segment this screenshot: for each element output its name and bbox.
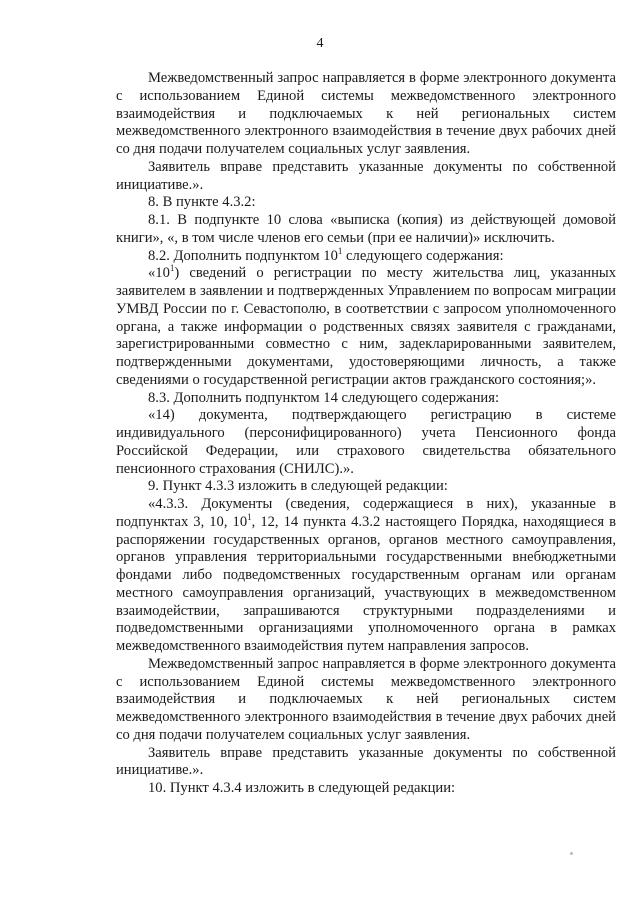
page-number: 4 bbox=[316, 36, 324, 51]
paragraph-clause-4-3-3: «4.3.3. Документы (сведения, содержащиеся в них), указанные в подпунктах 3, 10, $10^1$, 12, 14 пункта 4.3.2 настоящего Порядка, находящиеся в распоряжении государственных органов, органов местного самоуправления, органов управления территориальными государственными внебюджетными фондами либо подведомственных государственным органам или органам местного самоуправления организаций, участвующих в межведомственном взаимодействии, запрашиваются структурными подразделениями и подведомственными организациями уполномоченного органа в рамках межведомственного взаимодействия путем направления запросов. bbox=[116, 496, 616, 654]
paragraph-item-8-1: 8.1. В подпункте 10 слова «выписка (копия) из действующей домовой книги», «, в том числе членов его семьи (при ее наличии)» исключить. bbox=[116, 212, 616, 246]
paragraph-applicant-initiative-2: Заявитель вправе представить указанные документы по собственной инициативе.». bbox=[116, 744, 616, 779]
paragraph-item-10: 10. Пункт 4.3.4 изложить в следующей редакции: bbox=[148, 780, 456, 796]
paragraph-interagency-request-2: Межведомственный запрос направляется в форме электронного документа с использованием Единой системы межведомственного электронного взаимодействия и подключаемых к ней региональных систем межведомственного электронного взаимодействия в течение двух рабочих дней со дня подачи получателем социальных услуг заявления. bbox=[116, 655, 616, 743]
superscript: 1 bbox=[247, 511, 252, 522]
superscript: 1 bbox=[169, 263, 175, 274]
scan-artifact bbox=[570, 852, 573, 855]
paragraph-subitem-14: «14) документа, подтверждающего регистрацию в системе индивидуального (персонифицированного) учета Пенсионного фонда Российской Федерации, или страхового свидетельства обязательного пенсионного страхования (СНИЛС).». bbox=[116, 407, 616, 477]
paragraph-item-8: 8. В пункте 4.3.2: bbox=[148, 194, 256, 211]
paragraph-subitem-10-1: «$10^1$) сведений о регистрации по месту жительства лиц, указанных заявителем в заявлении и подтвержденных Управлением по вопросам миграции УМВД России по г. Севастополю, в соответствии с запросом уполномоченного органа, а также информации о родственных связях заявителя с гражданами, зарегистрированными совместно с ним, задекларированными заявителем, подтвержденными документами, удостоверяющими личность, а также сведениями о государственной регистрации актов гражданского состояния;». bbox=[116, 263, 616, 388]
paragraph-interagency-request: Межведомственный запрос направляется в форме электронного документа с использованием Единой системы межведомственного электронного взаимодействия и подключаемых к ней региональных систем межведомственного электронного взаимодействия в течение двух рабочих дней со дня подачи получателем социальных услуг заявления. bbox=[116, 70, 616, 157]
paragraph-item-8-3: 8.3. Дополнить подпунктом 14 следующего содержания: bbox=[148, 389, 499, 406]
paragraph-item-8-2: 8.2. Дополнить подпунктом $10^1$ следующего содержания: bbox=[148, 245, 504, 264]
superscript: 1 bbox=[337, 245, 343, 256]
paragraph-item-9: 9. Пункт 4.3.3 изложить в следующей редакции: bbox=[148, 478, 448, 495]
paragraph-applicant-initiative: Заявитель вправе представить указанные документы по собственной инициативе.». bbox=[116, 158, 616, 193]
document-body bbox=[116, 70, 616, 798]
